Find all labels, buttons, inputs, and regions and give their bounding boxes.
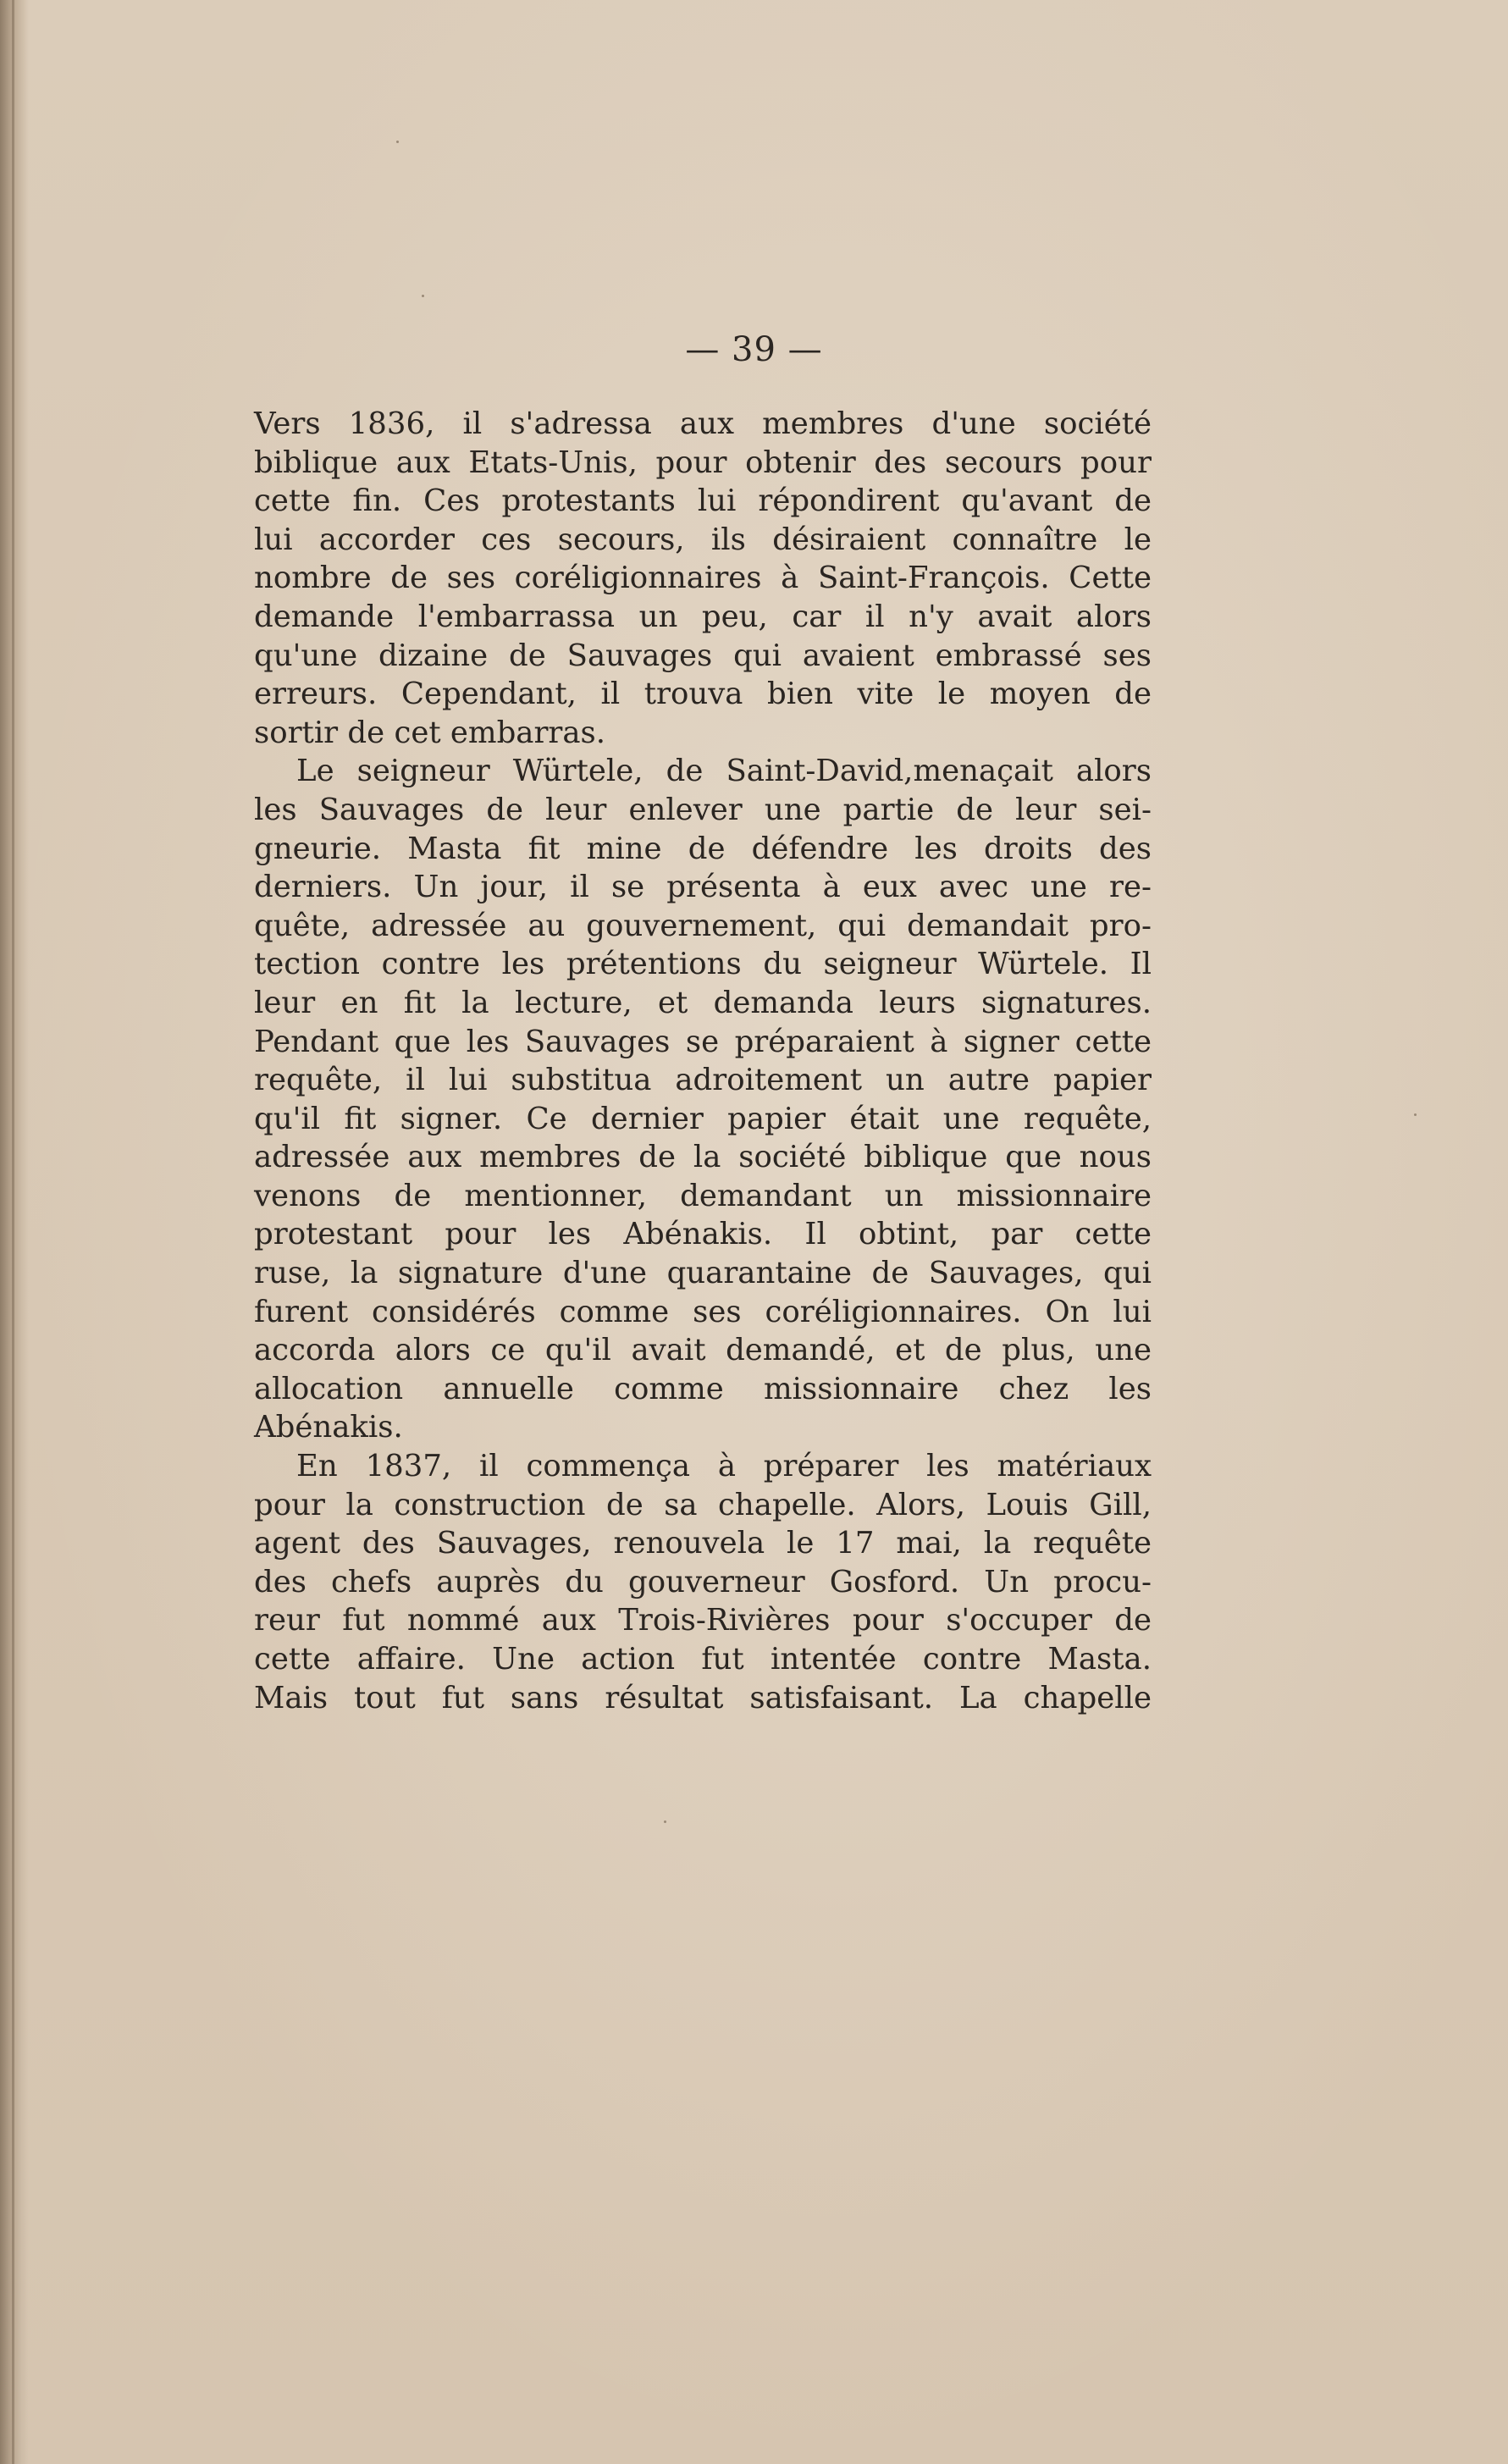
paper-speck bbox=[664, 1820, 666, 1823]
text-line: tection contre les prétentions du seigneur Würtele. Il bbox=[254, 947, 1152, 982]
text-line: qu'il fit signer. Ce dernier papier était une requête, bbox=[254, 1101, 1152, 1136]
paragraph-3 bbox=[254, 1447, 1152, 1717]
text-line: lui accorder ces secours, ils désiraient connaître le bbox=[254, 522, 1152, 557]
text-line: Le seigneur Würtele, de Saint-David,menaçait alors bbox=[296, 754, 1152, 789]
page-number: — 39 — bbox=[685, 330, 823, 369]
text-line: Abénakis. bbox=[254, 1410, 403, 1445]
paragraph-1 bbox=[254, 405, 1152, 752]
text-line: des chefs auprès du gouverneur Gosford. Un procu- bbox=[254, 1564, 1152, 1599]
text-line: Pendant que les Sauvages se préparaient à signer cette bbox=[254, 1024, 1152, 1059]
text-line: adressée aux membres de la société biblique que nous bbox=[254, 1140, 1152, 1175]
text-line: qu'une dizaine de Sauvages qui avaient embrassé ses bbox=[254, 638, 1152, 673]
text-line: Vers 1836, il s'adressa aux membres d'une société bbox=[254, 406, 1152, 441]
text-line: requête, il lui substitua adroitement un autre papier bbox=[254, 1063, 1152, 1098]
text-line: les Sauvages de leur enlever une partie de leur sei- bbox=[254, 792, 1152, 827]
body-text bbox=[254, 405, 1152, 1717]
text-line: pour la construction de sa chapelle. Alors, Louis Gill, bbox=[254, 1487, 1152, 1522]
text-line: ruse, la signature d'une quarantaine de Sauvages, qui bbox=[254, 1256, 1152, 1291]
text-line: erreurs. Cependant, il trouva bien vite le moyen de bbox=[254, 677, 1152, 712]
text-line: gneurie. Masta fit mine de défendre les droits des bbox=[254, 831, 1152, 866]
text-line: protestant pour les Abénakis. Il obtint, par cette bbox=[254, 1217, 1152, 1252]
text-line: biblique aux Etats-Unis, pour obtenir des secours pour bbox=[254, 445, 1152, 480]
text-line: derniers. Un jour, il se présenta à eux avec une re- bbox=[254, 870, 1152, 905]
text-line: quête, adressée au gouvernement, qui demandait pro- bbox=[254, 908, 1152, 943]
paper-speck bbox=[396, 141, 399, 143]
text-line: reur fut nommé aux Trois-Rivières pour s'occuper de bbox=[254, 1603, 1152, 1638]
text-line: sortir de cet embarras. bbox=[254, 715, 606, 750]
text-line: nombre de ses coréligionnaires à Saint-François. Cette bbox=[254, 561, 1152, 596]
paragraph-2 bbox=[254, 752, 1152, 1447]
paper-speck bbox=[1414, 1113, 1417, 1116]
binding-shadow-line bbox=[12, 0, 14, 2464]
text-line: En 1837, il commença à préparer les matériaux bbox=[296, 1449, 1152, 1484]
page-binding-edge bbox=[0, 0, 29, 2464]
text-line: cette affaire. Une action fut intentée contre Masta. bbox=[254, 1642, 1152, 1677]
text-line: allocation annuelle comme missionnaire chez les bbox=[254, 1371, 1152, 1406]
text-line: accorda alors ce qu'il avait demandé, et de plus, une bbox=[254, 1333, 1152, 1368]
text-line: Mais tout fut sans résultat satisfaisant. La chapelle bbox=[254, 1680, 1152, 1715]
text-line: leur en fit la lecture, et demanda leurs signatures. bbox=[254, 985, 1152, 1020]
text-line: cette fin. Ces protestants lui répondirent qu'avant de bbox=[254, 483, 1152, 519]
text-line: venons de mentionner, demandant un missionnaire bbox=[254, 1178, 1152, 1213]
text-line: agent des Sauvages, renouvela le 17 mai, la requête bbox=[254, 1526, 1152, 1561]
text-line: demande l'embarrassa un peu, car il n'y avait alors bbox=[254, 599, 1152, 634]
text-line: furent considérés comme ses coréligionnaires. On lui bbox=[254, 1294, 1152, 1329]
paper-speck bbox=[422, 295, 424, 297]
